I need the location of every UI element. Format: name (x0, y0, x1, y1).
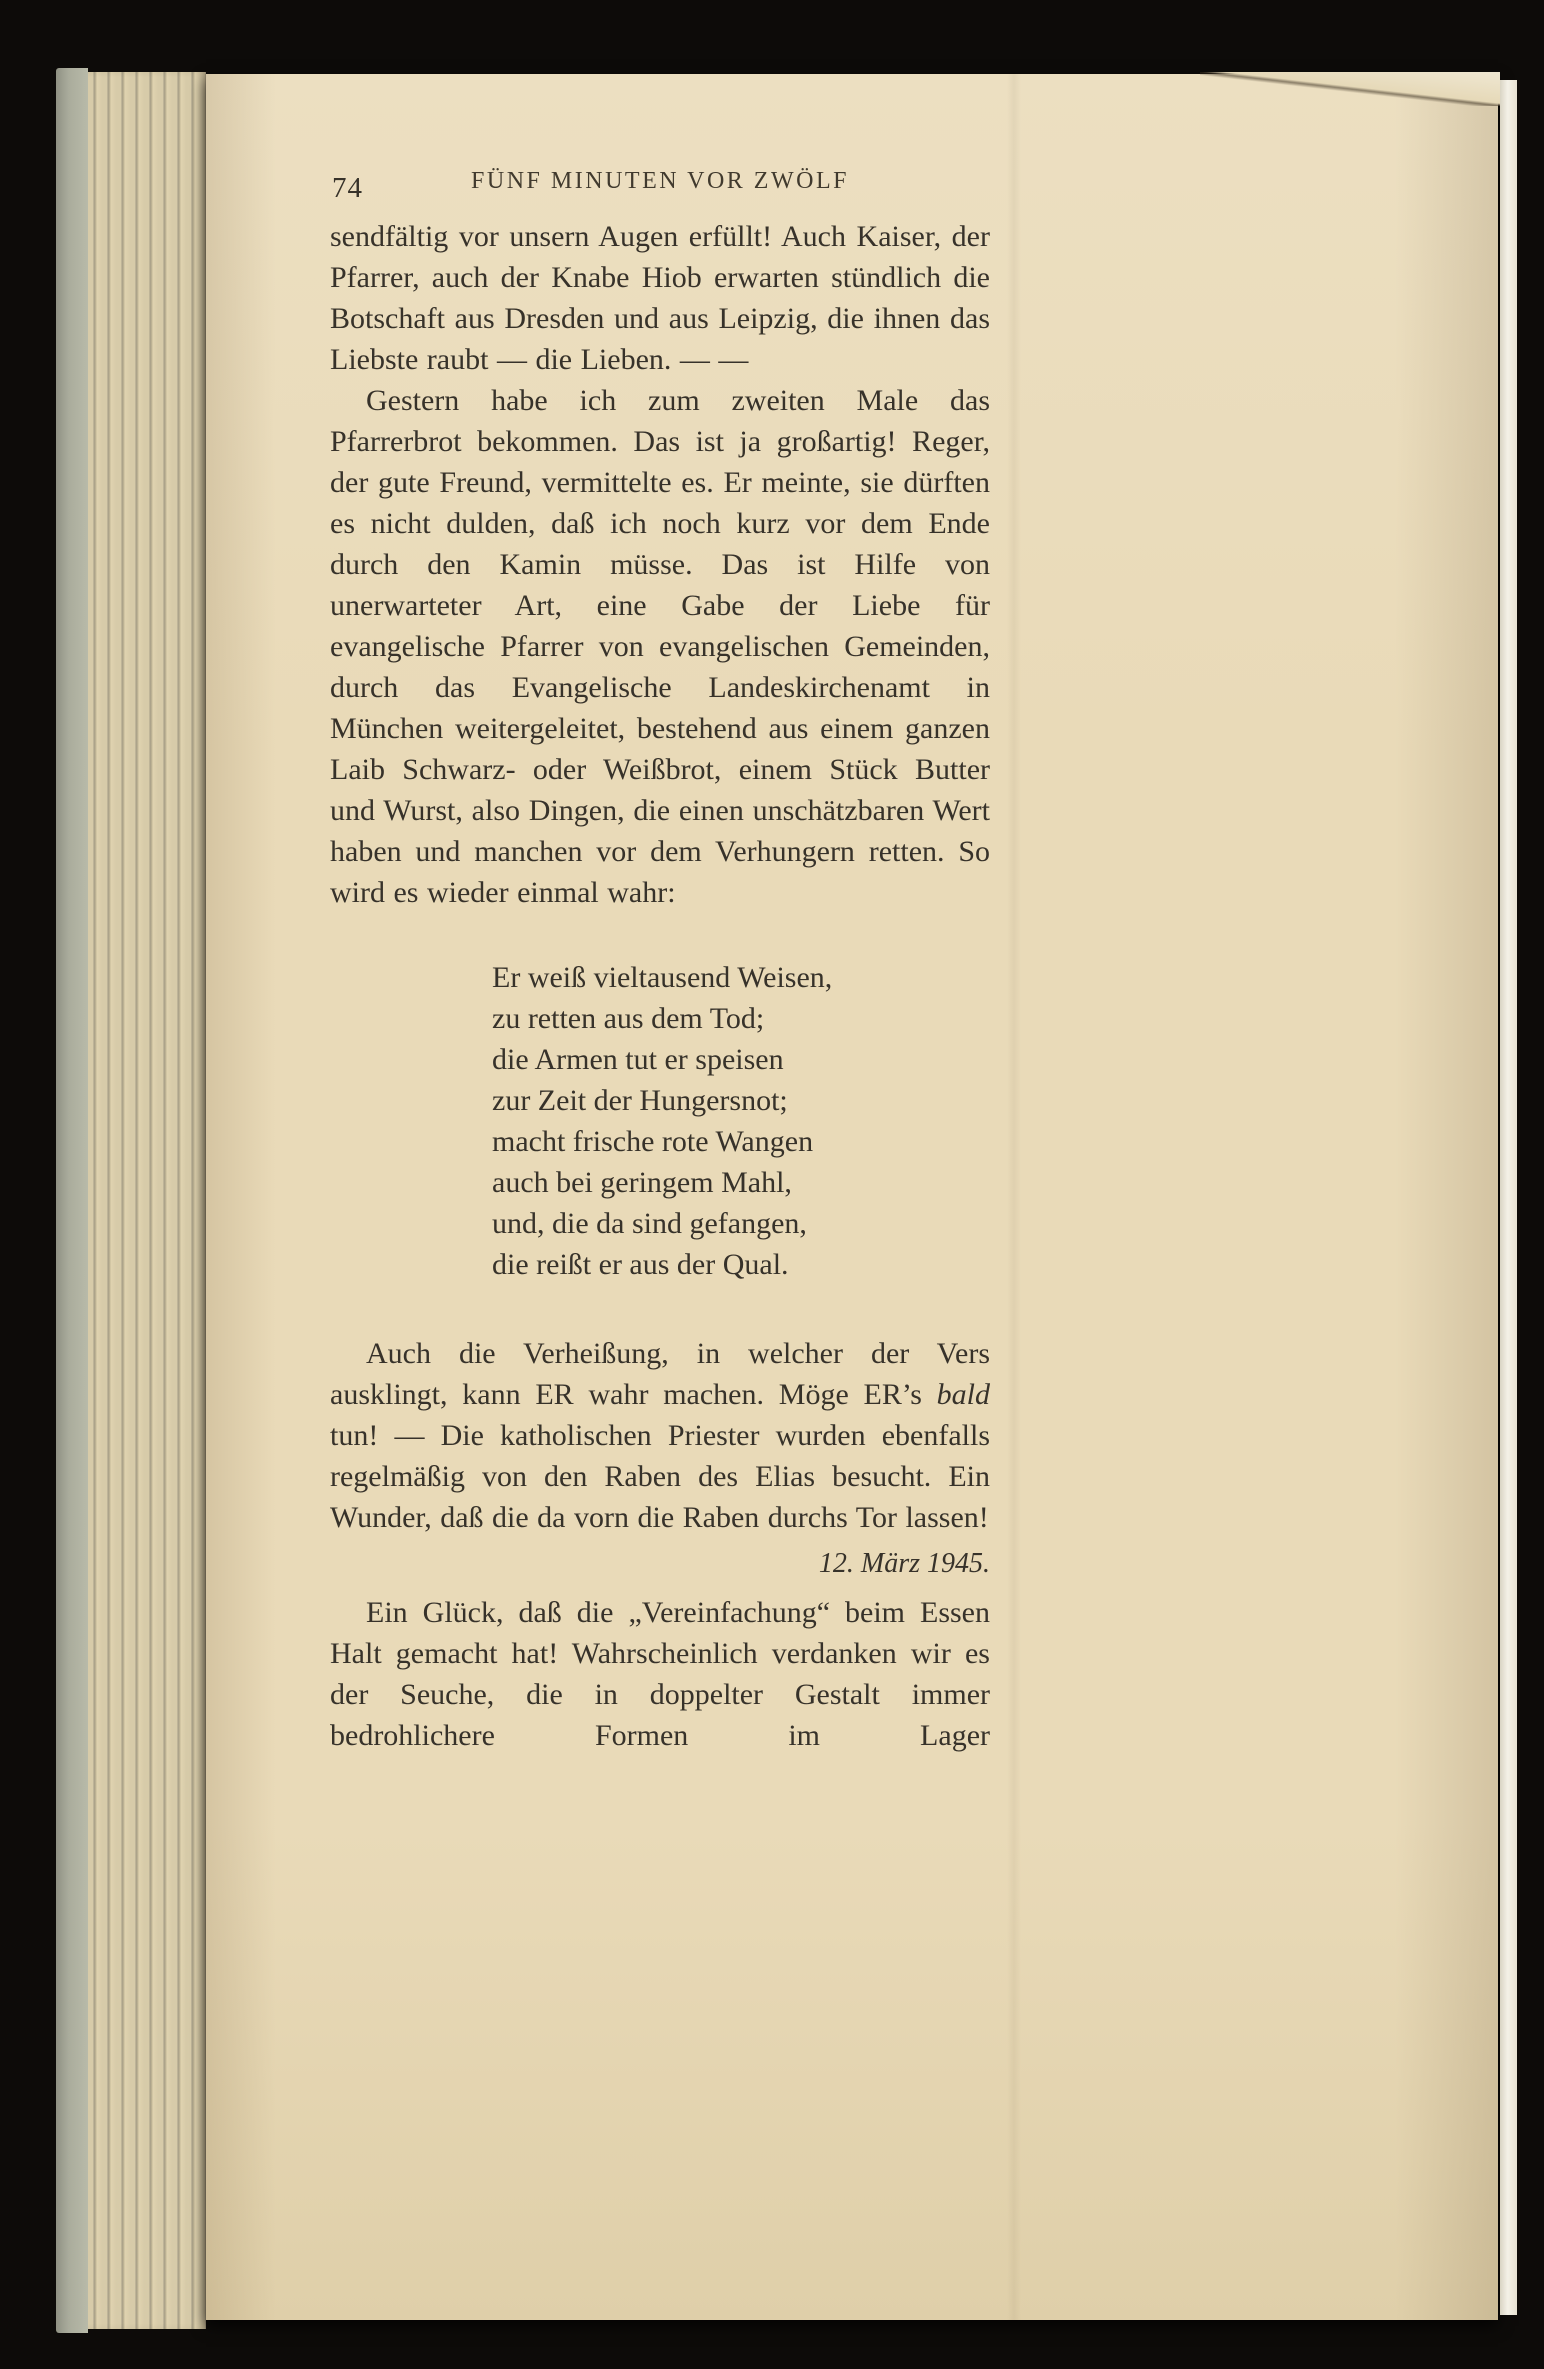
poem-line: die reißt er aus der Qual. (492, 1248, 789, 1281)
page-corner-fold (1200, 72, 1500, 106)
poem-line: zur Zeit der Hungersnot; (492, 1084, 788, 1117)
page-crease (1007, 74, 1021, 2320)
book-page (206, 74, 1498, 2320)
poem-line: die Armen tut er speisen (492, 1043, 784, 1076)
hymn-verse (492, 957, 990, 1285)
paragraph-verheissung (330, 1333, 990, 1538)
book-cover-edge (56, 68, 88, 2333)
poem-line: macht frische rote Wangen (492, 1125, 814, 1158)
paragraph-vereinfachung: Ein Glück, daß die „Vereinfachung“ beim Essen Halt gemacht hat! Wahrscheinlich verdanken wir es der Seuche, die in doppelter Gestalt immer bedrohlichere Formen im Lager (330, 1596, 990, 1752)
poem-line: zu retten aus dem Tod; (492, 1002, 765, 1035)
running-head: FÜNF MINUTEN VOR ZWÖLF (471, 168, 849, 194)
next-page-edge (1500, 80, 1517, 2315)
paragraph-continuation: sendfältig vor unsern Augen erfüllt! Auch Kaiser, der Pfarrer, auch der Knabe Hiob erwarten stündlich die Botschaft aus Dresden und aus Leipzig, die ihnen das Liebste raubt — die Lieben. — — (330, 220, 990, 376)
paragraph-pfarrerbrot: Gestern habe ich zum zweiten Male das Pfarrerbrot bekommen. Das ist ja großartig! Reger, der gute Freund, vermittelte es. Er meinte, sie dürften es nicht dulden, daß ich noch kurz vor dem Ende durch den Kamin müsse. Das ist Hilfe von unerwarteter Art, eine Gabe der Liebe für evangelische Pfarrer von evangelischen Gemeinden, durch das Evangelische Landeskirchenamt in München weitergeleitet, bestehend aus einem ganzen Laib Schwarz- oder Weißbrot, einem Stück Butter und Wurst, also Dingen, die einen unschätzbaren Wert haben und manchen vor dem Verhungern retten. So wird es wieder einmal wahr: (330, 384, 990, 909)
page-content (206, 74, 990, 1756)
poem-line: Er weiß vieltausend Weisen, (492, 961, 833, 994)
page-header (330, 168, 990, 202)
poem-line: auch bei geringem Mahl, (492, 1166, 792, 1199)
paragraph-text: Auch die Verheißung, in welcher der Vers ausklingt, kann ER wahr machen. Möge ER’s (330, 1337, 990, 1411)
italic-word: bald (936, 1378, 990, 1411)
diary-date: 12. März 1945. (818, 1548, 990, 1579)
page-number: 74 (332, 172, 363, 204)
poem-line: und, die da sind gefangen, (492, 1207, 807, 1240)
page-stack-edges (88, 72, 206, 2329)
paragraph-text: tun! — Die katholischen Priester wurden ebenfalls regelmäßig von den Raben des Elias besucht. Ein Wunder, daß die da vorn die Raben durchs Tor lassen! (330, 1419, 990, 1534)
